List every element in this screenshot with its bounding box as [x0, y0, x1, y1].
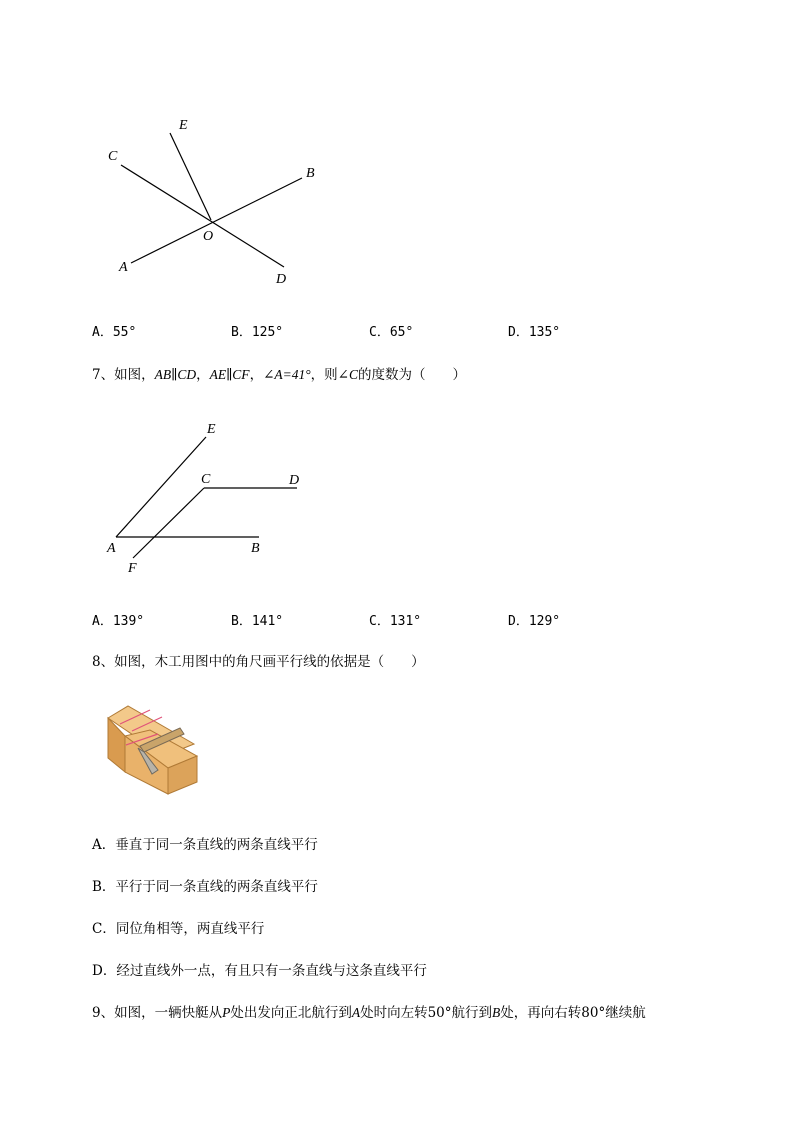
q9-mid1: 处出发向正北航行到 — [230, 1005, 352, 1021]
q7-angle-a: ∠A=41° — [263, 367, 311, 382]
q8-option-d[interactable]: D．经过直线外一点，有且只有一条直线与这条直线平行 — [92, 963, 427, 979]
figure-q8-wood-block — [0, 690, 794, 810]
segment-ae — [116, 437, 206, 537]
label-e: E — [207, 422, 216, 437]
label-d: D — [289, 473, 300, 488]
label-o: O — [203, 229, 214, 244]
q6-option-d[interactable]: D．135° — [508, 325, 561, 340]
q6-option-a[interactable]: A．55° — [92, 325, 137, 340]
line-cd — [121, 165, 284, 267]
q9-point-b: B — [492, 1005, 501, 1020]
q9-mid2: 处时向左转50°航行到 — [360, 1005, 493, 1021]
label-b: B — [251, 541, 260, 556]
label-b: B — [306, 166, 315, 181]
label-e: E — [179, 118, 188, 133]
segment-cf — [133, 488, 204, 558]
q7-stem — [92, 365, 466, 385]
line-ab — [131, 178, 302, 263]
q7-prefix: 7、如图， — [92, 367, 155, 383]
q8-option-c[interactable]: C．同位角相等，两直线平行 — [92, 921, 265, 937]
q7-option-b[interactable]: B．141° — [231, 614, 284, 629]
q7-option-c[interactable]: C．131° — [369, 614, 422, 629]
q7-angle-c: ∠C — [337, 367, 358, 382]
q6-option-c[interactable]: C．65° — [369, 325, 414, 340]
q7-ae-parallel-cf: AE∥CF — [209, 367, 250, 382]
q7-mid: ，则 — [310, 367, 338, 383]
label-d: D — [276, 272, 287, 287]
figure-q7-parallel-lines — [0, 400, 794, 590]
figure-q6-intersecting-lines — [0, 0, 794, 300]
q7-option-a[interactable]: A．139° — [92, 614, 145, 629]
q7-sep1: ， — [196, 367, 210, 383]
q8-option-a[interactable]: A．垂直于同一条直线的两条直线平行 — [92, 837, 318, 853]
q9-prefix: 9、如图，一辆快艇从 — [92, 1005, 223, 1021]
q8-option-b[interactable]: B．平行于同一条直线的两条直线平行 — [92, 879, 318, 895]
label-a: A — [107, 541, 116, 556]
label-c: C — [201, 472, 211, 487]
q7-option-d[interactable]: D．129° — [508, 614, 561, 629]
q9-point-a: A — [351, 1005, 361, 1020]
q7-sep2: ， — [249, 367, 264, 383]
q9-suffix: 处，再向右转80°继续航 — [500, 1005, 646, 1021]
label-f: F — [128, 561, 137, 576]
label-c: C — [108, 149, 118, 164]
q7-suffix: 的度数为（ ） — [357, 367, 466, 383]
q8-stem: 8、如图，木工用图中的角尺画平行线的依据是（ ） — [92, 654, 425, 670]
q7-ab-parallel-cd: AB∥CD — [154, 367, 197, 382]
label-a: A — [119, 260, 128, 275]
q9-point-p: P — [222, 1005, 231, 1020]
q9-stem — [92, 1003, 646, 1023]
q6-option-b[interactable]: B．125° — [231, 325, 284, 340]
ray-oe — [170, 133, 211, 220]
